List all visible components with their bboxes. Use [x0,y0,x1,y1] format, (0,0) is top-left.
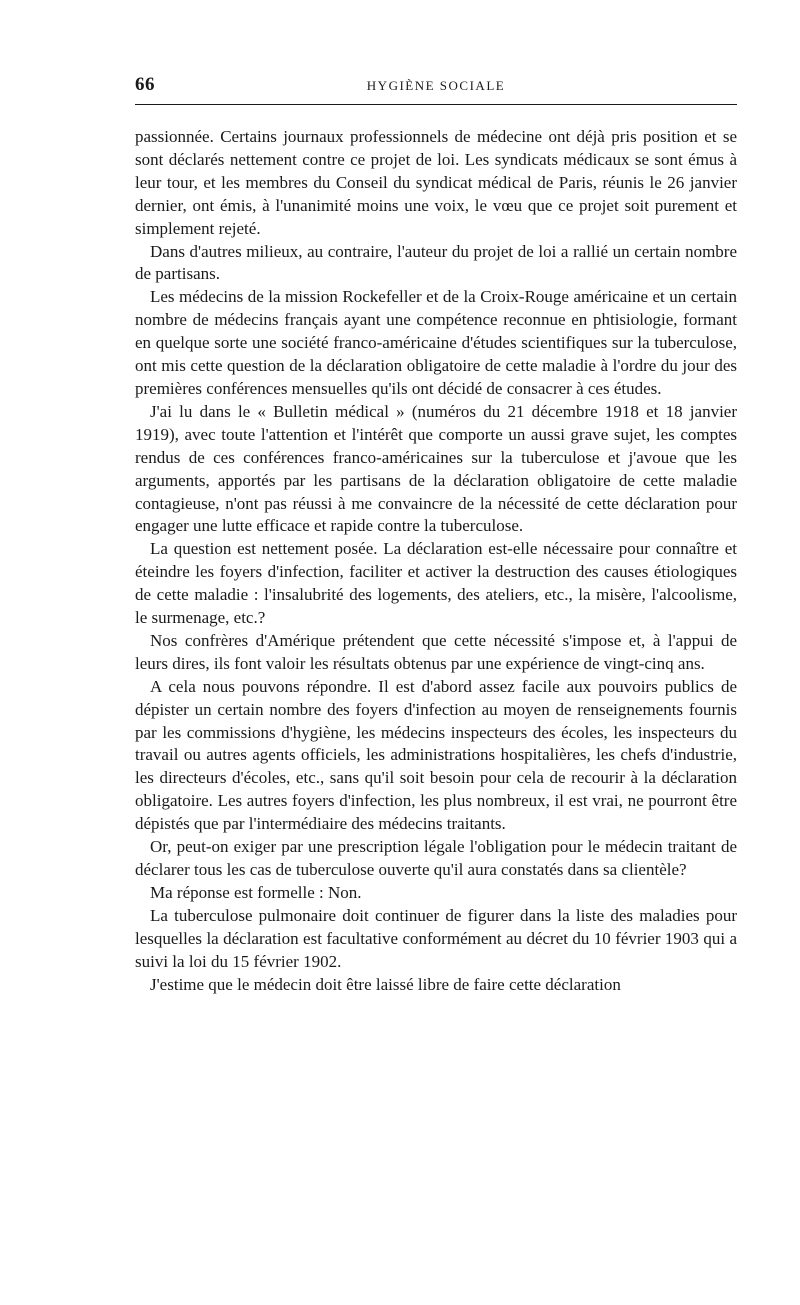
header-rule [135,104,737,105]
paragraph-9: Ma réponse est formelle : Non. [150,882,362,902]
paragraph-11: J'estime que le médecin doit être laissé libre de faire cette déclaration [150,974,621,994]
body-text [135,126,737,996]
running-title: HYGIÈNE SOCIALE [366,78,506,93]
paragraph-2: Dans d'autres milieux, au contraire, l'auteur du projet de loi a rallié un certain nombre de partisans. [135,241,737,284]
paragraph-10: La tuberculose pulmonaire doit continuer de figurer dans la liste des maladies pour lesquelles la déclaration est facultative conformément au décret du 10 février 1903 qui a suivi la loi du 15 février 1902. [135,905,737,971]
paragraph-4: J'ai lu dans le « Bulletin médical » (numéros du 21 décembre 1918 et 18 janvier 1919), avec toute l'attention et l'intérêt que comporte un aussi grave sujet, les comptes rendus de ces conférences franco-américaines sur la tuberculose et j'avoue que les arguments, apportés par les partisans de la déclaration obligatoire de cette maladie contagieuse, n'ont pas réussi à me convaincre de la nécessité de cette déclaration pour engager une lutte efficace et rapide contre la tuberculose. [135,401,737,536]
page-header [135,74,737,100]
paragraph-6: Nos confrères d'Amérique prétendent que cette nécessité s'impose et, à l'appui de leurs dires, ils font valoir les résultats obtenus par une expérience de vingt-cinq ans. [135,630,737,673]
paragraph-5: La question est nettement posée. La déclaration est-elle nécessaire pour connaître et éteindre les foyers d'infection, faciliter et activer la destruction des causes étiologiques de cette maladie : l'insalubrité des logements, des ateliers, etc., la misère, l'alcoolisme, le surmenage, etc.? [135,539,737,628]
paragraph-3: Les médecins de la mission Rockefeller et de la Croix-Rouge américaine et un certain nombre de médecins français ayant une compétence reconnue en phtisiologie, formant en quelque sorte une société franco-américaine d'études scientifiques sur la tuberculose, ont mis cette question de la déclaration obligatoire de cette maladie à l'ordre du jour des premières conférences mensuelles qu'ils ont décidé de consacrer à ces études. [135,287,737,398]
paragraph-7: A cela nous pouvons répondre. Il est d'abord assez facile aux pouvoirs publics de dépister un certain nombre des foyers d'infection au moyen de renseignements fournis par les commissions d'hygiène, les médecins inspecteurs des écoles, les inspecteurs du travail ou autres agents officiels, les administrations hospitalières, les chefs d'industrie, les directeurs d'écoles, etc., sans qu'il soit besoin pour cela de recourir à la déclaration obligatoire. Les autres foyers d'infection, les plus nombreux, il est vrai, ne pourront être dépistés que par l'intermédiaire des médecins traitants. [135,676,737,834]
paragraph-8: Or, peut-on exiger par une prescription légale l'obligation pour le médecin traitant de déclarer tous les cas de tuberculose ouverte qu'il aura constatés dans sa clientèle? [135,837,737,879]
page-number: 66 [135,74,155,95]
paragraph-1: passionnée. Certains journaux professionnels de médecine ont déjà pris position et se sont déclarés nettement contre ce projet de loi. Les syndicats médicaux se sont émus à leur tour, et les membres du Conseil du syndicat médical de Paris, réunis le 26 janvier dernier, ont émis, à l'unanimité moins une voix, le vœu que ce projet soit purement et simplement rejeté. [135,127,737,238]
